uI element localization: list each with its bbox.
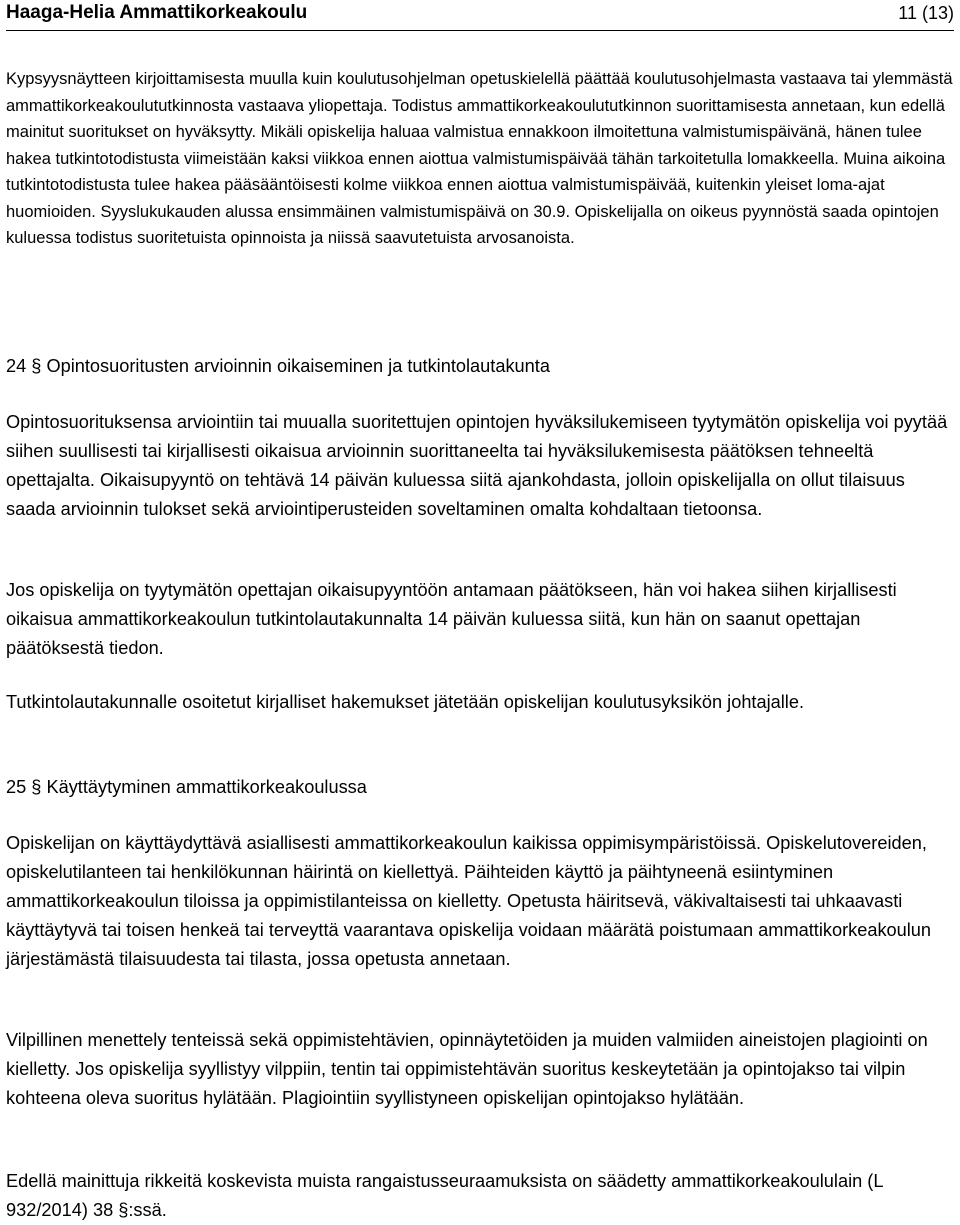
- paragraph-plagiarism: Vilpillinen menettely tenteissä sekä oppimistehtävien, opinnäytetöiden ja muiden valmiiden aineistojen plagiointi on kielletty. Jos opiskelija syyllistyy vilppiin, tentin tai oppimistehtävän suoritus keskeytetään ja opintojakso tai vilpin kohteena oleva suoritus hylätään. Plagiointiin syyllistyneen opiskelijan opintojakso hylätään.: [6, 1030, 928, 1108]
- paragraph-conduct: Opiskelijan on käyttäydyttävä asiallisesti ammattikorkeakoulun kaikissa oppimisympäristöissä. Opiskelutovereiden, opiskelutilanteen tai henkilökunnan häirintä on kiellettyä. Päihteiden käyttö ja päihtyneenä esiintyminen ammattikorkeakoulun tiloissa ja oppimistilanteissa on kielletty. Opetusta häiritsevä, väkivaltaisesti tai uhkaavasti käyttäytyvä tai toisen henkeä tai terveyttä vaarantava opiskelija voidaan määrätä poistumaan ammattikorkeakoulun järjestämästä tilaisuudesta tai tilasta, jossa opetusta annetaan.: [6, 833, 932, 969]
- paragraph-sanctions: Edellä mainittuja rikkeitä koskevista muista rangaistusseuraamuksista on säädetty ammattikorkeakoululain (L 932/2014) 38 §:ssä.: [6, 1171, 883, 1220]
- page-number: 11 (13): [898, 3, 954, 23]
- page-header: [6, 0, 954, 31]
- institution-title: Haaga-Helia Ammattikorkeakoulu: [6, 2, 308, 23]
- paragraph-examination-board: Jos opiskelija on tyytymätön opettajan oikaisupyyntöön antamaan päätökseen, hän voi hakea siihen kirjallisesti oikaisua ammattikorkeakoulun tutkintolautakunnalta 14 päivän kuluessa siitä, kun hän on saanut opettajan päätöksestä tiedon.: [6, 580, 897, 658]
- paragraph-written-applications: Tutkintolautakunnalle osoitetut kirjalliset hakemukset jätetään opiskelijan koulutusyksikön johtajalle.: [6, 692, 805, 712]
- section-heading-25: 25 § Käyttäytyminen ammattikorkeakoulussa: [6, 777, 367, 797]
- paragraph-assessment-correction: Opintosuorituksensa arviointiin tai muualla suoritettujen opintojen hyväksilukemiseen tyytymätön opiskelija voi pyytää siihen suullisesti tai kirjallisesti oikaisua arvioinnin suorittaneelta tai hyväksilukemisesta päätöksen tehneeltä opettajalta. Oikaisupyyntö on tehtävä 14 päivän kuluessa siitä ajankohdasta, jolloin opiskelijalla on ollut tilaisuus saada arvioinnin tulokset sekä arviointiperusteiden soveltaminen omalta kohdaltaan tietoonsa.: [6, 412, 948, 519]
- section-heading-24: 24 § Opintosuoritusten arvioinnin oikaiseminen ja tutkintolautakunta: [6, 356, 550, 376]
- paragraph-graduation-certificate: Kypsyysnäytteen kirjoittamisesta muulla kuin koulutusohjelman opetuskielellä päättää koulutusohjelmasta vastaava tai ylemmästä ammattikorkeakoulututkinnosta vastaava yliopettaja. Todistus ammattikorkeakoulututkinnon suorittamisesta annetaan, kun edellä mainitut suoritukset on hyväksytty. Mikäli opiskelija haluaa valmistua ennakkoon ilmoitettuna valmistumispäivänä, hänen tulee hakea tutkintotodistusta viimeistään kaksi viikkoa ennen aiottua valmistumispäivää tähän tarkoitetulla lomakkeella. Muina aikoina tutkintotodistusta tulee hakea pääsääntöisesti kolme viikkoa ennen aiottua valmistumispäivää, kuitenkin yleiset loma-ajat huomioiden. Syyslukukauden alussa ensimmäinen valmistumispäivä on 30.9. Opiskelijalla on oikeus pyynnöstä saada opintojen kuluessa todistus suoritetuista opinnoista ja niissä saavutetuista arvosanoista.: [6, 70, 953, 247]
